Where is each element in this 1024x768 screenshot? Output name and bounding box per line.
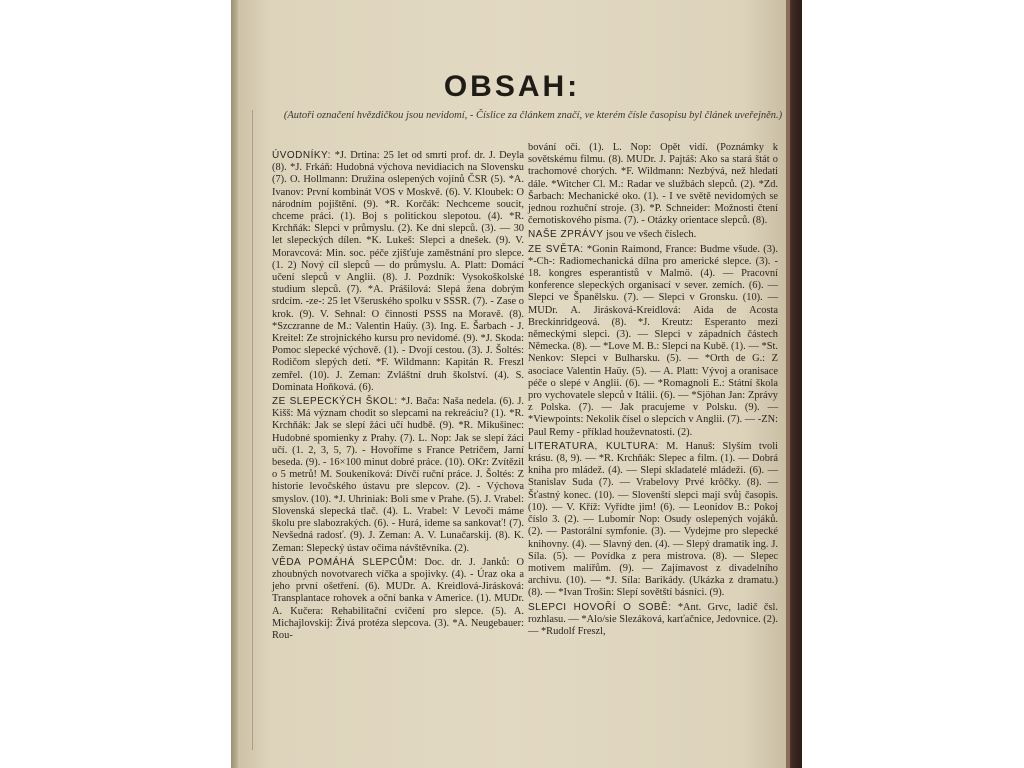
section-nase-zpravy [528, 229, 778, 241]
book-cover-strip [786, 0, 790, 768]
section-heading: SLEPCI HOVOŘÍ O SOBĚ: [528, 601, 672, 613]
right-column [528, 142, 778, 638]
section-heading: NAŠE ZPRÁVY [528, 229, 604, 241]
section-heading: ZE SLEPECKÝCH ŠKOL: [272, 396, 398, 408]
section-text: *J. Bača: Našа nedela. (6). J. Kišš: Má význam chodit so slepcami na rekreáciu? (1). *R. Krchňák: Jak se slepí žáci učí hudbě. (9). *R. Mikušinec: Hudobné spomienky z Prahy. (7). L. Nop: Jak se slepí žáci učí. (1. 2, 3, 5, 7). - Hovoříme s France Petričem, Jarní beseda. (9). - 16×100 minut dobré práce. (10). OKr: Zvítězil o 5 metrů! M. Soukeníková: Dívčí ruční práce. J. Šoltés: Z historie levočského ústavu pre slepcov. (2). - Výchova smyslov. (10). *J. Uhriniak: Boli sme v Prahe. (5). J. Vrabel: Slovenská slepecká tlač. (4). L. Vrabel: V Levoči máme školu pre slabozrakých. (6). - Hurá, ideme sa sankovať! (7). Nevšedná radosť. (9). J. Zeman: A. V. Lunačarskij. (8). K. Zeman: Slepecký ústav očima návštěvníka. (2). [272, 396, 524, 554]
section-text: Doc. dr. J. Janků: O zhoubných novotvarech víčka a spojivky. (4). - Úraz oka a jeho první ošetření. (6). MUDr. A. Kreidlová-Jirásková: Transplantace rohovek a oční banka v Americe. (1). MUDr. A. Kučera: Rehabilitační cvičení pro slepce. (5). A. Michajlovskij: Živá protéza slepcova. (3). *A. Neugebauer: Rou- [272, 556, 524, 641]
section-continuation: bování oči. (1). L. Nop: Opět vidí. (Poznámky k sovětskému filmu. (8). MUDr. J. Pajtáš: Ako sa stará štát o trachomové chorých. *F. Wildmann: Nezbývá, než hledati dále. *Witcher Cl. M.: Radar ve službách slepců. (2). *Zd. Šarbach: Mechanické oko. (1). - I ve světě nevidomých se jednou rozhuční stroje. (3). *P. Schneider: Možnosti čtení černotiskového písma. (7). - Otázky orientace slepců. (8). [528, 142, 778, 227]
section-text: *Gonin Raimond, France: Budme všude. (3). *-Ch-: Radiomechanická dílna pro americké slepce. (3). - 18. kongres esperantistů v Malmö. (4). — Pracovní konference slepeckých organisací v sever. zemích. (6). — Slepci ve Španělsku. (7). — Slepci v Gronsku. (10). — MUDr. A. Jirásková-Kreidlová: Aida de Acosta Breckinridgeová. (8). *J. Kreutz: Esperanto mezi německými slepci. (3). — Slepci v západních částech Německa. (8). — *Love M. B.: Slepci na Kubě. (1). — *St. Nenkov: Slepci v Bulharsku. (5). — *Orth de G.: Z asociace Valentin Haüy. (5). — A. Platt: Vývoj a oranisace péče o slepé v Anglii. (6). — *Romagnoli E.: Státní škola pro vychovatele slepců v Itálii. (6). — *Sjöhan Jan: Zprávy z Polska. (7). — Jak pracujeme v Polsku. (9). — *Viewpoints: Nekolik čísel o slepcích v Anglii. (7). — -ZN: Paul Remy - příklad houževnatosti. (2). [528, 243, 778, 438]
section-text: *J. Drtina: 25 let od smrti prof. dr. J. Deyla (8). *J. Frkáň: Hudobná výchova nevidiacich na Slovensku (7). O. Hollmann: Družina oslepených vojínů ČSR (5). *A. Ivanov: První kombinát VOS v Moskvě. (6). V. Kloubek: O národním pojištění. (9). *R. Korčák: Nechceme soucit, chceme práci. (1). Boj s politickou slepotou. (4). *R. Krchňák: Slepci v průmyslu. (2). Ke dni slepců. (3). — 30 let slepeckých dílen. *K. Lukeš: Slepci a dnešek. (9). V. Moravcová: Min. soc. péče zjišťuje zaměstnání pro slepce. (1. 2) Nový cíl slepců — do průmyslu. A. Platt: Domácí učení slepců v Anglii. (8). J. Pozdník: Vysokoškolské studium slepců. (7). *A. Prášilová: Slepá žena dobrým srdcím. -ze-: 25 let Všeruského spolku v SSSR. (7). - Zase o krok. (9). V. Sehnal: O činnosti PSSS na Moravě. (8). *Szczranne de M.: Valentin Haüy. (3). Ing. E. Šarbach - J. Kreitel: Ze strojnického kursu pro nevidomé. (9). *J. Skoda: Pomoc slepecké výchově. (1). - Dvojí cestou. (3). J. Šoltés: Rodičom slepých detí. *F. Wildmann: Kapitán R. Freszl zemřel. (10). J. Zeman: Zvláštní druh školství. (4). S. Dominata Hoňková. (6). [272, 150, 524, 393]
section-heading: LITERATURA, KULTURA: [528, 440, 659, 452]
section-text: M. Hanuš: Slyším tvoli krásu. (8, 9). — *R. Krchňák: Slepec a film. (1). — Dobrá kniha pro mládež. (4). — Slepí skladatelé mládeži. (6). — Stanislav Suda (7). — Vrabelovy Prvé krôčky. (8). — Šťastný konec. (10). — Slovenští slepci mají svůj časopis. (10). — V. Kříž: Vyřídte jim! (6). — Leonidov B.: Pokoj číslo 3. (2). — Lubomír Nop: Osudy oslepených vojáků. (2). — Pastorální symfonie. (3). — Vydejme pro slepecké knihovny. (4). — Slavný den. (4). — Slepý dramatik ing. J. Síla. (5). — Povídka z pera mistrova. (8). — Slepec motivem malířům. (9). — Zajímavost z divadelního archivu. (10). — *J. Síla: Barikády. (Ukázka z dramatu.) (8). — *Ivan Trošin: Slepí sovětští básníci. (9). [528, 440, 778, 599]
section-veda [272, 557, 524, 642]
page-subtitle: (Autoři označení hvězdičkou jsou nevidomí, - Číslice za článkem značí, ve kterém čísle časopisu byl článek uveřejněn.) [283, 110, 783, 121]
left-column [272, 150, 524, 642]
section-heading: ÚVODNÍKY: [272, 150, 331, 161]
section-uvodniky [272, 150, 524, 394]
section-slepci-hovori [528, 602, 778, 639]
book-page [238, 0, 786, 768]
page-crease [252, 110, 253, 750]
section-heading: ZE SVĚTA: [528, 243, 584, 255]
section-ze-slepeckych-skol [272, 396, 524, 555]
section-text: jsou ve všech číslech. [606, 229, 697, 241]
page-title: OBSAH: [443, 70, 581, 103]
section-heading: VĚDA POMÁHÁ SLEPCŮM: [272, 556, 418, 568]
section-text: *Ant. Grvc, ladič čsl. rozhlasu. — *Alo/sie Slezáková, karťačnice, Jedovnice. (2). — *Rudolf Freszl, [528, 601, 778, 637]
section-literatura [528, 441, 778, 600]
section-ze-sveta [528, 244, 778, 439]
